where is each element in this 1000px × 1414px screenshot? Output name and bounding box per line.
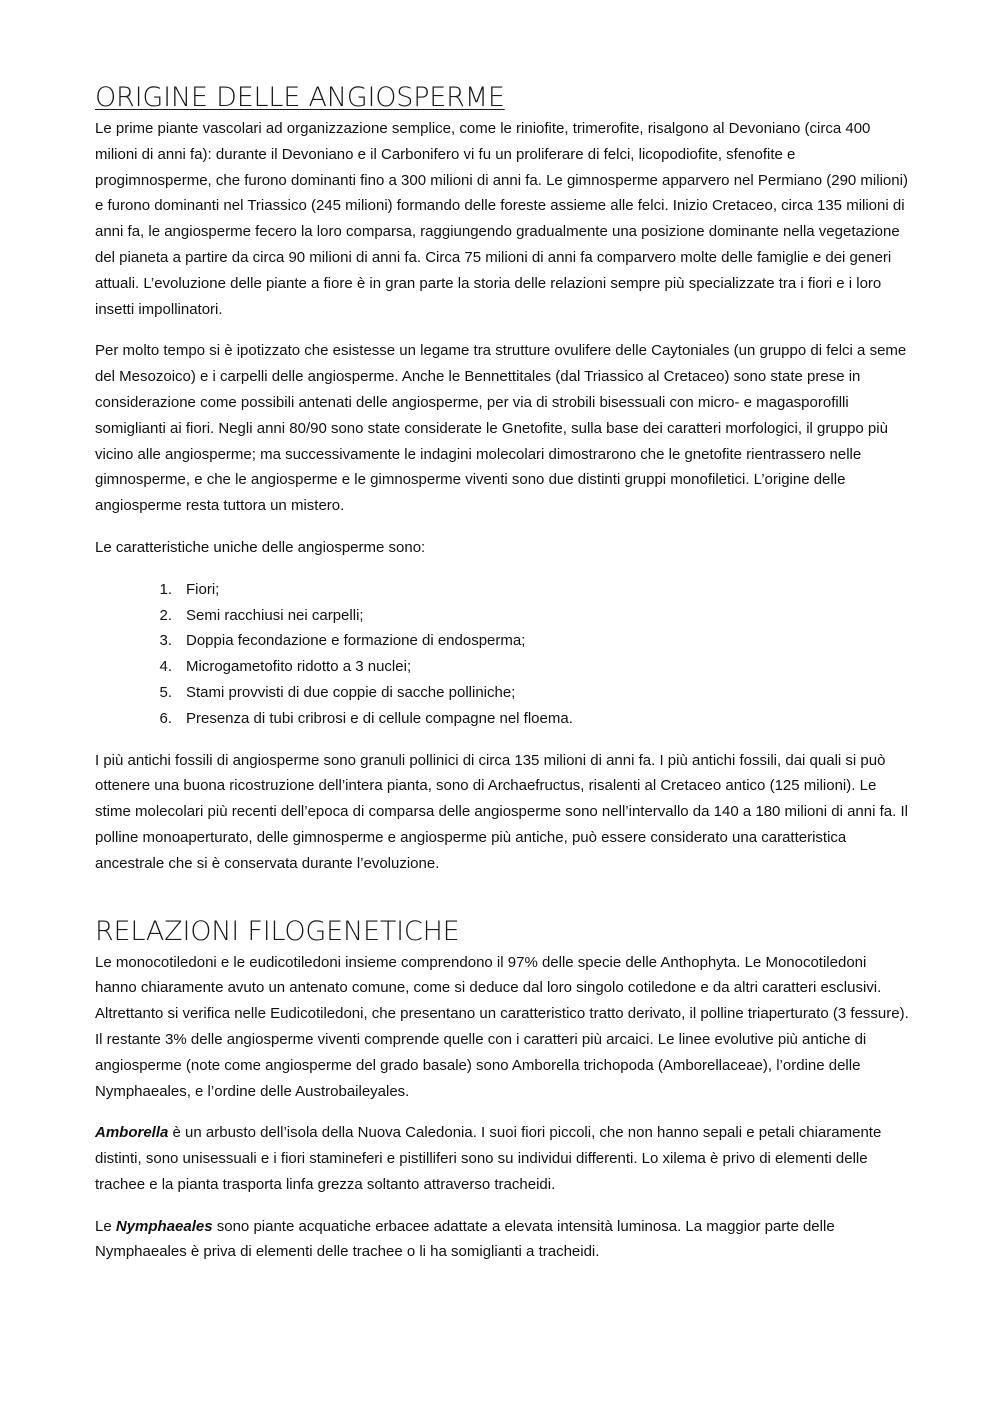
section-title-origine: ORIGINE DELLE ANGIOSPERME	[95, 82, 505, 113]
document-page	[95, 80, 910, 1265]
caratteristiche-list	[95, 577, 910, 732]
paragraph-origine-1: Le prime piante vascolari ad organizzazione semplice, come le riniofite, trimerofite, risalgono al Devoniano (circa 400 milioni di anni fa): durante il Devoniano e il Carbonifero vi fu un proliferare di felci, licopodiofite, sfenofite e progimnosperme, che furono dominanti fino a 300 milioni di anni fa. Le gimnosperme apparvero nel Permiano (290 milioni) e furono dominanti nel Triassico (245 milioni) formando delle foreste assieme alle felci. Inizio Cretaceo, circa 135 milioni di anni fa, le angiosperme fecero la loro comparsa, raggiungendo gradualmente una posizione dominante nella vegetazione del pianeta a partire da circa 90 milioni di anni fa. Circa 75 milioni di anni fa comparvero molte delle famiglie e dei generi attuali. L’evoluzione delle piante a fiore è in gran parte la storia delle relazioni sempre più specializzate tra i fiori e i loro insetti impollinatori.	[95, 120, 908, 318]
term-amborella: Amborella	[95, 1124, 169, 1142]
list-item: 3. Doppia fecondazione e formazione di endosperma;	[159, 632, 526, 650]
paragraph-nymphaeales: Le Nymphaeales sono piante acquatiche erbacee adattate a elevata intensità luminosa. La maggior parte delle Nymphaeales è priva di elementi delle trachee o li ha somiglianti a tracheidi.	[95, 1217, 835, 1261]
paragraph-fossili: I più antichi fossili di angiosperme sono granuli pollinici di circa 135 milioni di anni fa. I più antichi fossili, dai quali si può ottenere una buona ricostruzione dell’intera pianta, sono di Archaefructus, risalenti al Cretaceo antico (125 milioni). Le stime molecolari più recenti dell’epoca di comparsa delle angiosperme sono nell’intervallo da 140 a 180 milioni di anni fa. Il polline monoaperturato, delle gimnosperme e angiosperme più antiche, può essere considerato una caratteristica ancestrale che si è conservata durante l’evoluzione.	[95, 751, 908, 872]
list-item: 2. Semi racchiusi nei carpelli;	[159, 606, 364, 624]
list-item: 4. Microgametofito ridotto a 3 nuclei;	[159, 658, 412, 676]
paragraph-amborella: Amborella è un arbusto dell’isola della Nuova Caledonia. I suoi fiori piccoli, che non hanno sepali e petali chiaramente distinti, sono unisessuali e i fiori stamineferi e pistilliferi sono su individui differenti. Lo xilema è privo di elementi delle trachee e la pianta trasporta linfa grezza soltanto attraverso tracheidi.	[95, 1124, 882, 1193]
paragraph-caratteristiche-intro: Le caratteristiche uniche delle angiosperme sono:	[95, 538, 426, 556]
list-item: 1. Fiori;	[159, 580, 220, 598]
list-item: 5. Stami provvisti di due coppie di sacche polliniche;	[159, 683, 516, 701]
term-nymphaeales: Nymphaeales	[115, 1217, 213, 1235]
list-item: 6. Presenza di tubi cribrosi e di cellule compagne nel floema.	[159, 709, 573, 727]
paragraph-relazioni-1: Le monocotiledoni e le eudicotiledoni insieme comprendono il 97% delle specie delle Anthophyta. Le Monocotiledoni hanno chiaramente avuto un antenato comune, come si deduce dal loro singolo cotiledone e da altri caratteri esclusivi. Altrettanto si verifica nelle Eudicotiledoni, che presentano un caratteristico tratto derivato, il polline triaperturato (3 fessure). Il restante 3% delle angiosperme viventi comprende quelle con i caratteri più arcaici. Le linee evolutive più antiche di angiosperme (note come angiosperme del grado basale) sono Amborella trichopoda (Amborellaceae), l’ordine delle Nymphaeales, e l’ordine delle Austrobaileyales.	[95, 953, 909, 1100]
paragraph-origine-2: Per molto tempo si è ipotizzato che esistesse un legame tra strutture ovulifere delle Caytoniales (un gruppo di felci a seme del Mesozoico) e i carpelli delle angiosperme. Anche le Bennettitales (dal Triassico al Cretaceo) sono state prese in considerazione come possibili antenati delle angiosperme, per via di strobili bisessuali con micro- e magasporofilli somiglianti ai fiori. Negli anni 80/90 sono state considerate le Gnetofite, sulla base dei caratteri morfologici, il gruppo più vicino alle angiosperme; ma successivamente le indagini molecolari dimostrarono che le gnetofite rientrassero nelle gimnosperme, e che le angiosperme e le gimnosperme viventi sono due distinti gruppi monofiletici. L’origine delle angiosperme resta tuttora un mistero.	[95, 342, 907, 515]
section-title-relazioni: RELAZIONI FILOGENETICHE	[95, 915, 460, 947]
